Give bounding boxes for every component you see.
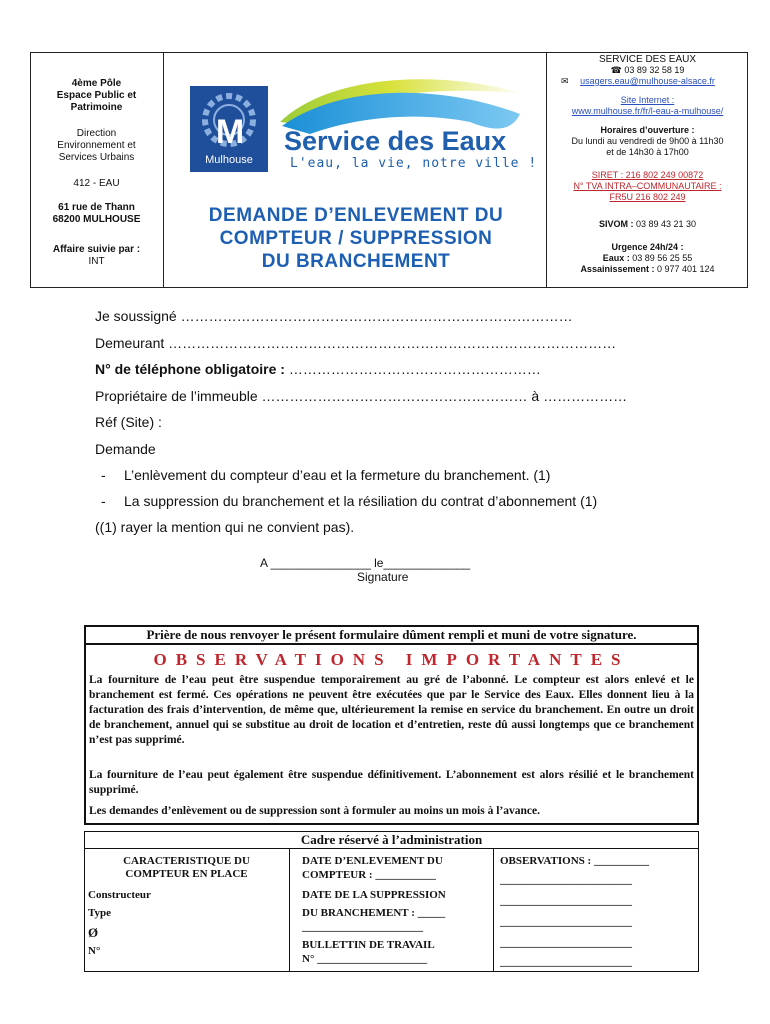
hours-label: Horaires d’ouverture :	[600, 125, 695, 135]
ref-site-line[interactable]: Réf (Site) :	[95, 414, 162, 430]
logo-city: Mulhouse	[205, 154, 253, 166]
eaux-value: 03 89 56 25 55	[632, 253, 693, 263]
observations-paragraph-3: Les demandes d’enlèvement ou de suppression sont à formuler au moins un mois à l’avance.	[89, 805, 540, 817]
observations-paragraph-1: La fourniture de l’eau peut être suspendue temporairement au gré de l’abonné. Le compteur est alors enlevé et le branchement est fermé. Ces opérations ne peuvent être exécutées que par le Service des Eaux. Elles donnent lieu à la facturation des frais d’intervention, de même que, ultérieurement la remise en service du branchement. En outre un droit de branchement, annuel qui se substitue au droit de location et d’entretien, reste dû aussi longtemps que ce branchement n’est pas supprimé.	[89, 674, 694, 746]
assainissement-label: Assainissement :	[580, 264, 655, 274]
observations-line[interactable]: ________________________	[500, 895, 632, 907]
removal-date-field[interactable]: COMPTEUR : ___________	[302, 869, 436, 881]
service-label: SERVICE DES EAUX	[598, 54, 697, 65]
soussigne-line[interactable]: Je soussigné …………………………………………………………………………	[95, 308, 573, 324]
title-line-1: DEMANDE D’ENLEVEMENT DU	[208, 205, 504, 226]
telephone-dots: ………………………………………………	[288, 361, 541, 377]
constructeur-field[interactable]: Constructeur	[88, 889, 151, 901]
service-des-eaux-logo	[190, 64, 538, 184]
direction-line-3: Services Urbains	[58, 152, 135, 163]
option-2[interactable]: La suppression du branchement et la résiliation du contrat d’abonnement (1)	[124, 493, 598, 509]
telephone-label: N° de téléphone obligatoire :	[95, 361, 285, 377]
rayer-note: ((1) rayer la mention qui ne convient pas).	[95, 519, 355, 535]
service-code: 412 - EAU	[73, 178, 120, 189]
logo-letter: M	[215, 113, 245, 151]
type-field[interactable]: Type	[88, 907, 112, 919]
col2-line-1: DATE D’ENLEVEMENT DU	[302, 855, 443, 867]
address-line-2: 68200 MULHOUSE	[52, 214, 141, 225]
admin-title: Cadre réservé à l’administration	[84, 831, 699, 849]
signature-label: Signature	[357, 570, 409, 584]
observations-title: OBSERVATIONS IMPORTANTES	[153, 650, 630, 669]
assainissement-value: 0 977 401 124	[656, 264, 715, 274]
demeurant-line[interactable]: Demeurant ……………………………………………………………………………………	[95, 335, 617, 351]
tva-value: FR5U 216 802 249	[609, 192, 686, 202]
number-field[interactable]: N°	[88, 945, 101, 957]
direction-line-1: Direction	[76, 128, 117, 139]
admin-divider-1	[289, 849, 290, 972]
pole-line-2: Espace Public et	[56, 90, 137, 101]
pole-line-1: 4ème Pôle	[71, 78, 122, 89]
eaux-label: Eaux :	[602, 253, 630, 263]
logo-slogan: L'eau, la vie, notre ville !	[290, 156, 538, 171]
col1-head-line-1: CARACTERISTIQUE DU	[123, 855, 250, 867]
place-date-line[interactable]: A _______________ le_____________	[260, 556, 471, 570]
affaire-value: INT	[88, 256, 105, 267]
site-link[interactable]: www.mulhouse.fr/fr/l-eau-a-mulhouse/	[571, 106, 724, 116]
phone: ☎ 03 89 32 58 19	[610, 65, 685, 75]
return-notice: Prière de nous renvoyer le présent formulaire dûment rempli et muni de votre signature.	[84, 625, 699, 645]
tva-label: N° TVA INTRA–COMMUNAUTAIRE :	[573, 181, 722, 191]
col2-line-6: BULLETTIN DE TRAVAIL	[302, 939, 435, 951]
urgence-label: Urgence 24h/24 :	[611, 242, 684, 252]
demande-label: Demande	[95, 441, 156, 457]
work-bulletin-field[interactable]: N° ____________________	[302, 953, 428, 965]
envelope-icon: ✉	[561, 76, 569, 86]
logo-name: Service des Eaux	[284, 126, 507, 156]
siret: SIRET : 216 802 249 00872	[591, 170, 704, 180]
option-1[interactable]: L’enlèvement du compteur d’eau et la fermeture du branchement. (1)	[124, 467, 551, 483]
header-right-column	[546, 52, 748, 288]
site-label: Site Internet :	[620, 95, 675, 105]
title-line-3: DU BRANCHEMENT	[261, 251, 451, 272]
hours-line-2: et de 14h30 à 17h00	[606, 147, 689, 157]
observations-line[interactable]: ________________________	[500, 937, 632, 949]
direction-line-2: Environnement et	[57, 140, 136, 151]
diameter-field[interactable]: Ø	[88, 925, 99, 940]
hours-line-1: Du lundi au vendredi de 9h00 à 11h30	[571, 136, 724, 146]
observations-paragraph-2: La fourniture de l’eau peut également être suspendue définitivement. L’abonnement est alors résilié et le branchement supprimé.	[89, 769, 694, 796]
col2-line-3: DATE DE LA SUPPRESSION	[302, 889, 446, 901]
sivom-value: 03 89 43 21 30	[635, 219, 697, 229]
address-line-1: 61 rue de Thann	[58, 202, 135, 213]
affaire-label: Affaire suivie par :	[52, 244, 141, 255]
col1-head-line-2: COMPTEUR EN PLACE	[125, 868, 248, 880]
admin-divider-2	[493, 849, 494, 972]
email-link[interactable]: usagers.eau@mulhouse-alsace.fr	[580, 76, 715, 86]
admin-col1-head	[84, 855, 289, 881]
header-left-column	[30, 52, 164, 288]
observations-line[interactable]: ________________________	[500, 956, 632, 968]
pole-line-3: Patrimoine	[70, 102, 123, 113]
observations-line[interactable]: ________________________	[500, 916, 632, 928]
suppression-date-field[interactable]: DU BRANCHEMENT : _____	[302, 907, 446, 919]
sivom-label: SIVOM :	[598, 219, 634, 229]
observations-line[interactable]: ________________________	[500, 874, 632, 886]
observations-field[interactable]: OBSERVATIONS : __________	[500, 855, 649, 867]
document-title	[172, 204, 540, 273]
option-2-dash: -	[101, 493, 106, 509]
title-line-2: COMPTEUR / SUPPRESSION	[219, 228, 493, 249]
proprietaire-line[interactable]: Propriétaire de l’immeuble ………………………………………………… à ………………	[95, 388, 628, 404]
telephone-line[interactable]	[95, 361, 541, 377]
col2-line-5[interactable]: ______________________	[302, 921, 423, 933]
option-1-dash: -	[101, 467, 106, 483]
